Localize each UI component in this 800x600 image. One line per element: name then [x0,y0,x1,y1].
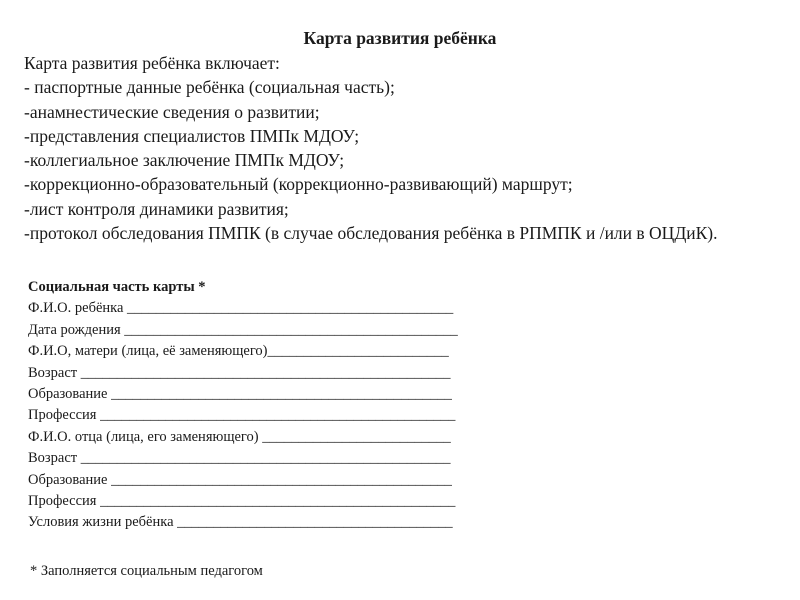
intro-lead: Карта развития ребёнка включает: [24,53,280,73]
form-field-mother-name: Ф.И.О, матери (лица, её заменяющего)_________________________ [28,343,449,360]
intro-item: -коррекционно-образовательный (коррекционно-развивающий) маршрут; [24,174,573,195]
intro-item: -анамнестические сведения о развитии; [24,101,320,122]
footnote: * Заполняется социальным педагогом [30,563,263,579]
form-field-birth-date: Дата рождения ______________________________________________ [28,321,458,338]
document-title: Карта развития ребёнка [303,28,497,48]
intro-item: -лист контроля динамики развития; [24,198,289,219]
intro-item: -протокол обследования ПМПК (в случае обследования ребёнка в РПМПК и /или в ОЦДиК). [24,223,718,244]
intro-item: -коллегиальное заключение ПМПк МДОУ; [24,150,345,171]
form-field-mother-profession: Профессия _________________________________________________ [28,407,456,424]
social-section [28,277,588,534]
intro-item: - паспортные данные ребёнка (социальная часть); [24,77,395,98]
form-field-mother-age: Возраст ___________________________________________________ [28,364,451,381]
form-field-father-profession: Профессия _________________________________________________ [28,493,456,510]
intro-section [24,51,764,245]
form-field-living-conditions: Условия жизни ребёнка ______________________________________ [28,514,453,531]
form-field-father-age: Возраст ___________________________________________________ [28,450,451,467]
intro-item: -представления специалистов ПМПк МДОУ; [24,125,360,146]
social-section-heading: Социальная часть карты * [28,279,206,295]
form-field-father-education: Образование _______________________________________________ [28,471,452,488]
form-field-mother-education: Образование _______________________________________________ [28,386,452,403]
form-field-child-name: Ф.И.О. ребёнка _____________________________________________ [28,300,454,317]
form-field-father-name: Ф.И.О. отца (лица, его заменяющего) __________________________ [28,428,451,445]
